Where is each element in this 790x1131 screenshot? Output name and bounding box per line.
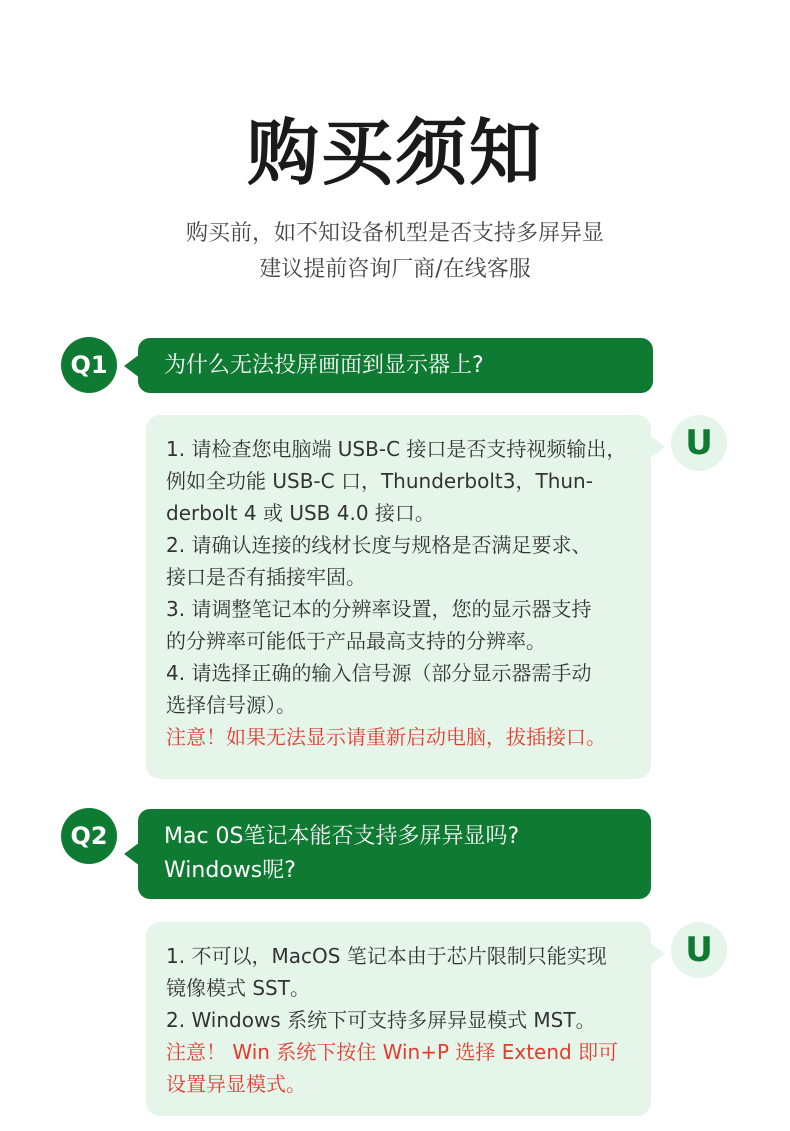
subtitle-line-1: 购买前，如不知设备机型是否支持多屏异显 [185, 221, 604, 246]
q2-question-bubble [138, 809, 651, 899]
q1-badge: Q1 [61, 337, 117, 393]
q2-warning-text: 设置异显模式。 [166, 1072, 306, 1096]
q2-answer-bubble [146, 922, 651, 1116]
q2-badge: Q2 [61, 808, 117, 864]
q1-answer-line: 接口是否有插接牢固。 [166, 565, 366, 589]
q2-question-text: Mac 0S笔记本能否支持多屏异显吗? [164, 824, 520, 849]
q2-answer-line: 1. 不可以，MacOS 笔记本由于芯片限制只能实现 [166, 944, 607, 968]
q2-answer-line: 2. Windows 系统下可支持多屏异显模式 MST。 [166, 1008, 596, 1032]
q1-answer-line: 2. 请确认连接的线材长度与规格是否满足要求、 [166, 533, 592, 557]
q1-answer-line: 例如全功能 USB-C 口，Thunderbolt3，Thun- [166, 469, 593, 493]
q1-answer-line: derbolt 4 或 USB 4.0 接口。 [166, 501, 435, 525]
q1-question-text: 为什么无法投屏画面到显示器上? [164, 352, 484, 378]
q2-warning-text: 注意！ Win 系统下按住 Win+P 选择 Extend 即可 [166, 1040, 619, 1064]
q1-answer-bubble [146, 415, 651, 779]
q1-answer-avatar: U [671, 415, 727, 471]
q1-answer-line: 选择信号源）。 [166, 693, 296, 717]
q2-answer-line: 镜像模式 SST。 [166, 976, 310, 1000]
q2-answer-avatar: U [671, 922, 727, 978]
subtitle-line-2: 建议提前咨询厂商/在线客服 [259, 257, 531, 282]
q1-warning-text: 注意！如果无法显示请重新启动电脑，拔插接口。 [166, 725, 606, 749]
q2-question-text: Windows呢? [164, 858, 296, 883]
q1-answer-line: 3. 请调整笔记本的分辨率设置，您的显示器支持 [166, 597, 592, 621]
q1-answer-line: 的分辨率可能低于产品最高支持的分辨率。 [166, 629, 546, 653]
q1-answer-line: 4. 请选择正确的输入信号源（部分显示器需手动 [166, 661, 592, 685]
q1-answer-line: 1. 请检查您电脑端 USB-C 接口是否支持视频输出， [166, 437, 627, 461]
q1-question-bubble [138, 338, 653, 393]
page-title: 购买须知 [246, 111, 543, 195]
